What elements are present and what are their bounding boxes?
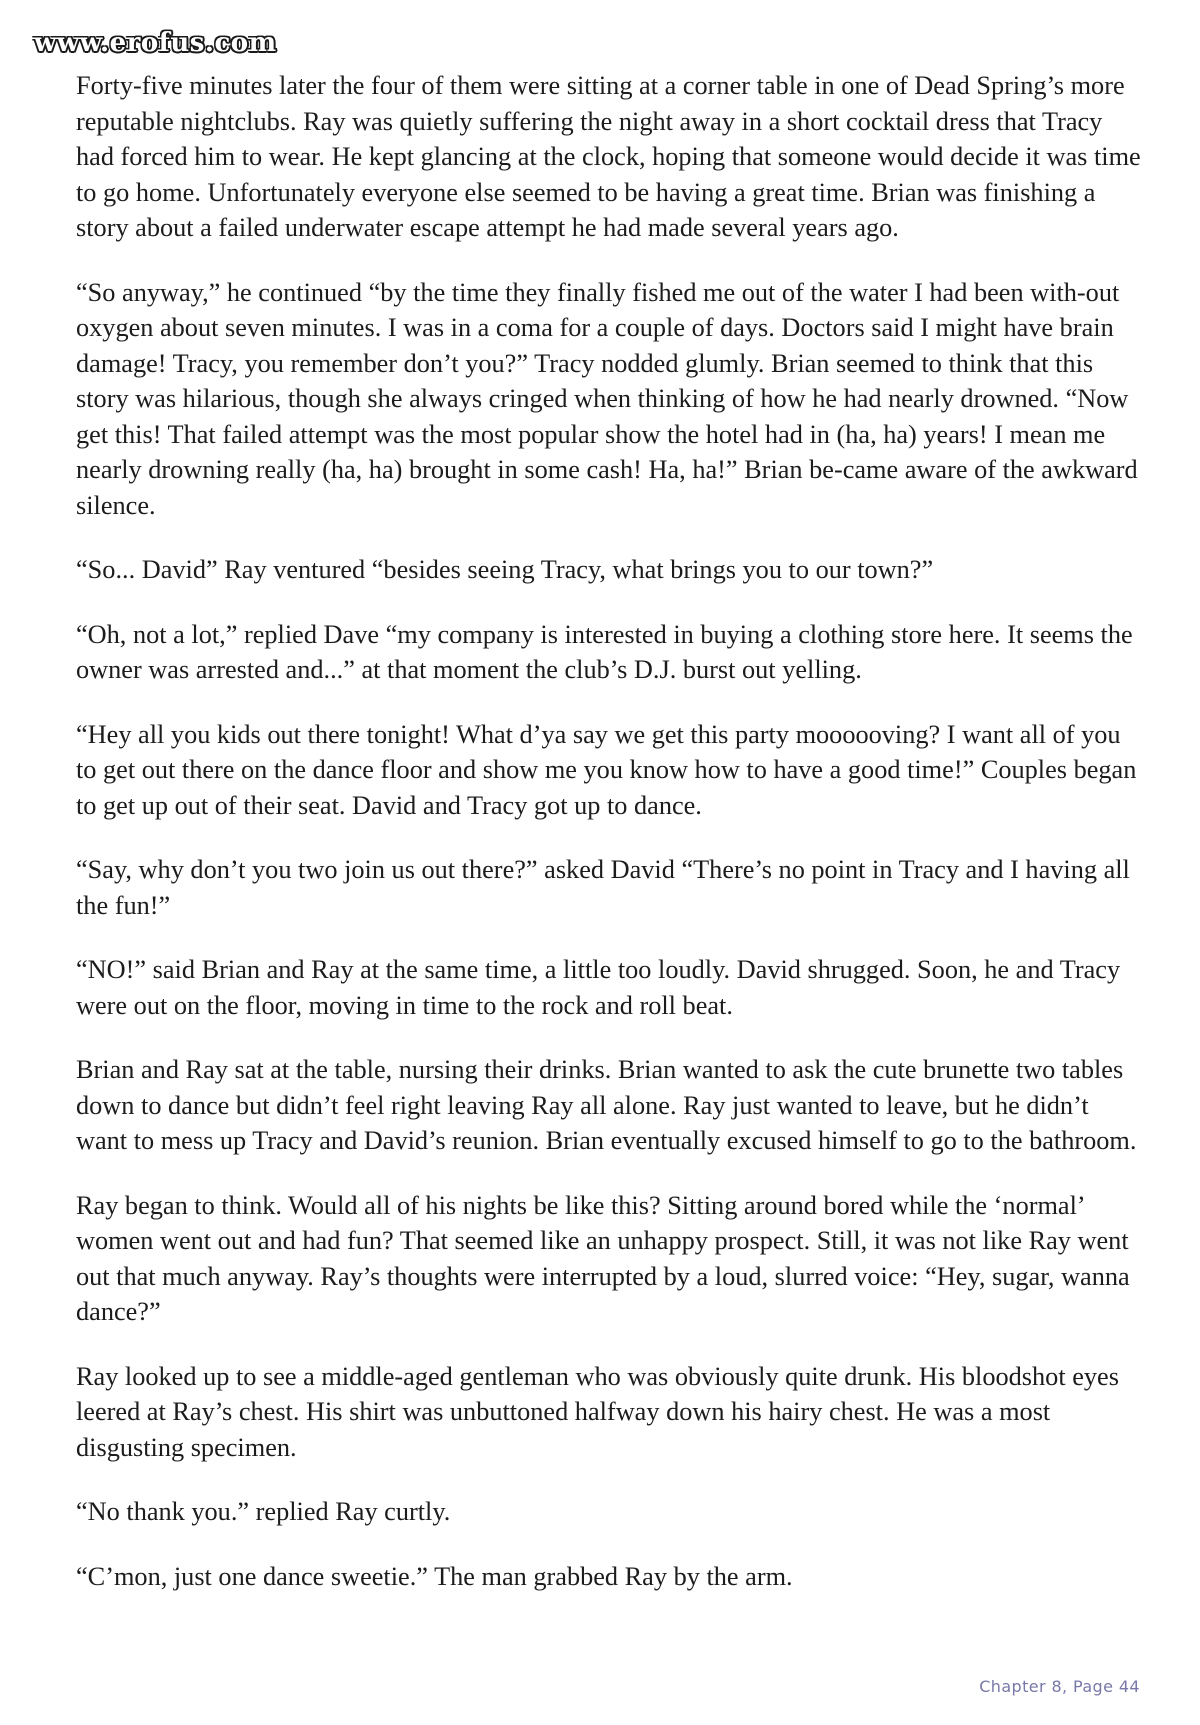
paragraph-5: “Hey all you kids out there tonight! What d’ya say we get this party moooooving? I want all of you to get out there on the dance floor and show me you know how to have a good time!” Couples began to get up out of their seat. David and Tracy got up to dance. xyxy=(76,719,1137,820)
paragraph-2: “So anyway,” he continued “by the time they finally fished me out of the water I had been with-out oxygen about seven minutes. I was in a coma for a couple of days. Doctors said I might have brain damage! Tracy, you remember don’t you?” Tracy nodded glumly. Brian seemed to think that this story was hilarious, though she always cringed when thinking of how he had nearly drowned. “Now get this! That failed attempt was the most popular show the hotel had in (ha, ha) years! I mean me nearly drowning really (ha, ha) brought in some cash! Ha, ha!” Brian be-came aware of the awkward silence. xyxy=(76,277,1138,520)
paragraph-12: “C’mon, just one dance sweetie.” The man grabbed Ray by the arm. xyxy=(76,1561,793,1591)
paragraph-3: “So... David” Ray ventured “besides seeing Tracy, what brings you to our town?” xyxy=(76,555,934,584)
paragraph-7: “NO!” said Brian and Ray at the same time, a little too loudly. David shrugged. Soon, he and Tracy were out on the floor, moving in time to the rock and roll beat. xyxy=(76,955,1121,1020)
paragraph-9: Ray began to think. Would all of his nights be like this? Sitting around bored while the ‘normal’ women went out and had fun? That seemed like an unhappy prospect. Still, it was not like Ray went out that much anyway. Ray’s thoughts were interrupted by a loud, slurred voice: “Hey, sugar, wanna dance?” xyxy=(76,1190,1130,1326)
paragraph-1: Forty-five minutes later the four of them were sitting at a corner table in one of Dead Spring’s more reputable nightclubs. Ray was quietly suffering the night away in a short cocktail dress that Tracy had forced him to wear. He kept glancing at the clock, hoping that someone would decide it was time to go home. Unfortunately everyone else seemed to be having a great time. Brian was finishing a story about a failed underwater escape attempt he had made several years ago. xyxy=(76,71,1141,242)
paragraph-6: “Say, why don’t you two join us out there?” asked David “There’s no point in Tracy and I having all the fun!” xyxy=(76,855,1130,920)
page-number: Chapter 8, Page 44 xyxy=(979,1677,1140,1696)
paragraph-10: Ray looked up to see a middle-aged gentleman who was obviously quite drunk. His bloodshot eyes leered at Ray’s chest. His shirt was unbuttoned halfway down his hairy chest. He was a most disgusting specimen. xyxy=(76,1361,1119,1462)
paragraph-4: “Oh, not a lot,” replied Dave “my company is interested in buying a clothing store here. It seems the owner was arrested and...” at that moment the club’s D.J. burst out yelling. xyxy=(76,619,1133,684)
paragraph-8: Brian and Ray sat at the table, nursing their drinks. Brian wanted to ask the cute brunette two tables down to dance but didn’t feel right leaving Ray all alone. Ray just wanted to leave, but he didn’t want to mess up Tracy and David’s reunion. Brian eventually excused himself to go to the bathroom. xyxy=(76,1055,1137,1155)
paragraph-11: “No thank you.” replied Ray curtly. xyxy=(76,1497,451,1526)
watermark-logo: www.erofus.com xyxy=(34,28,277,58)
story-text-body xyxy=(76,68,1142,1623)
